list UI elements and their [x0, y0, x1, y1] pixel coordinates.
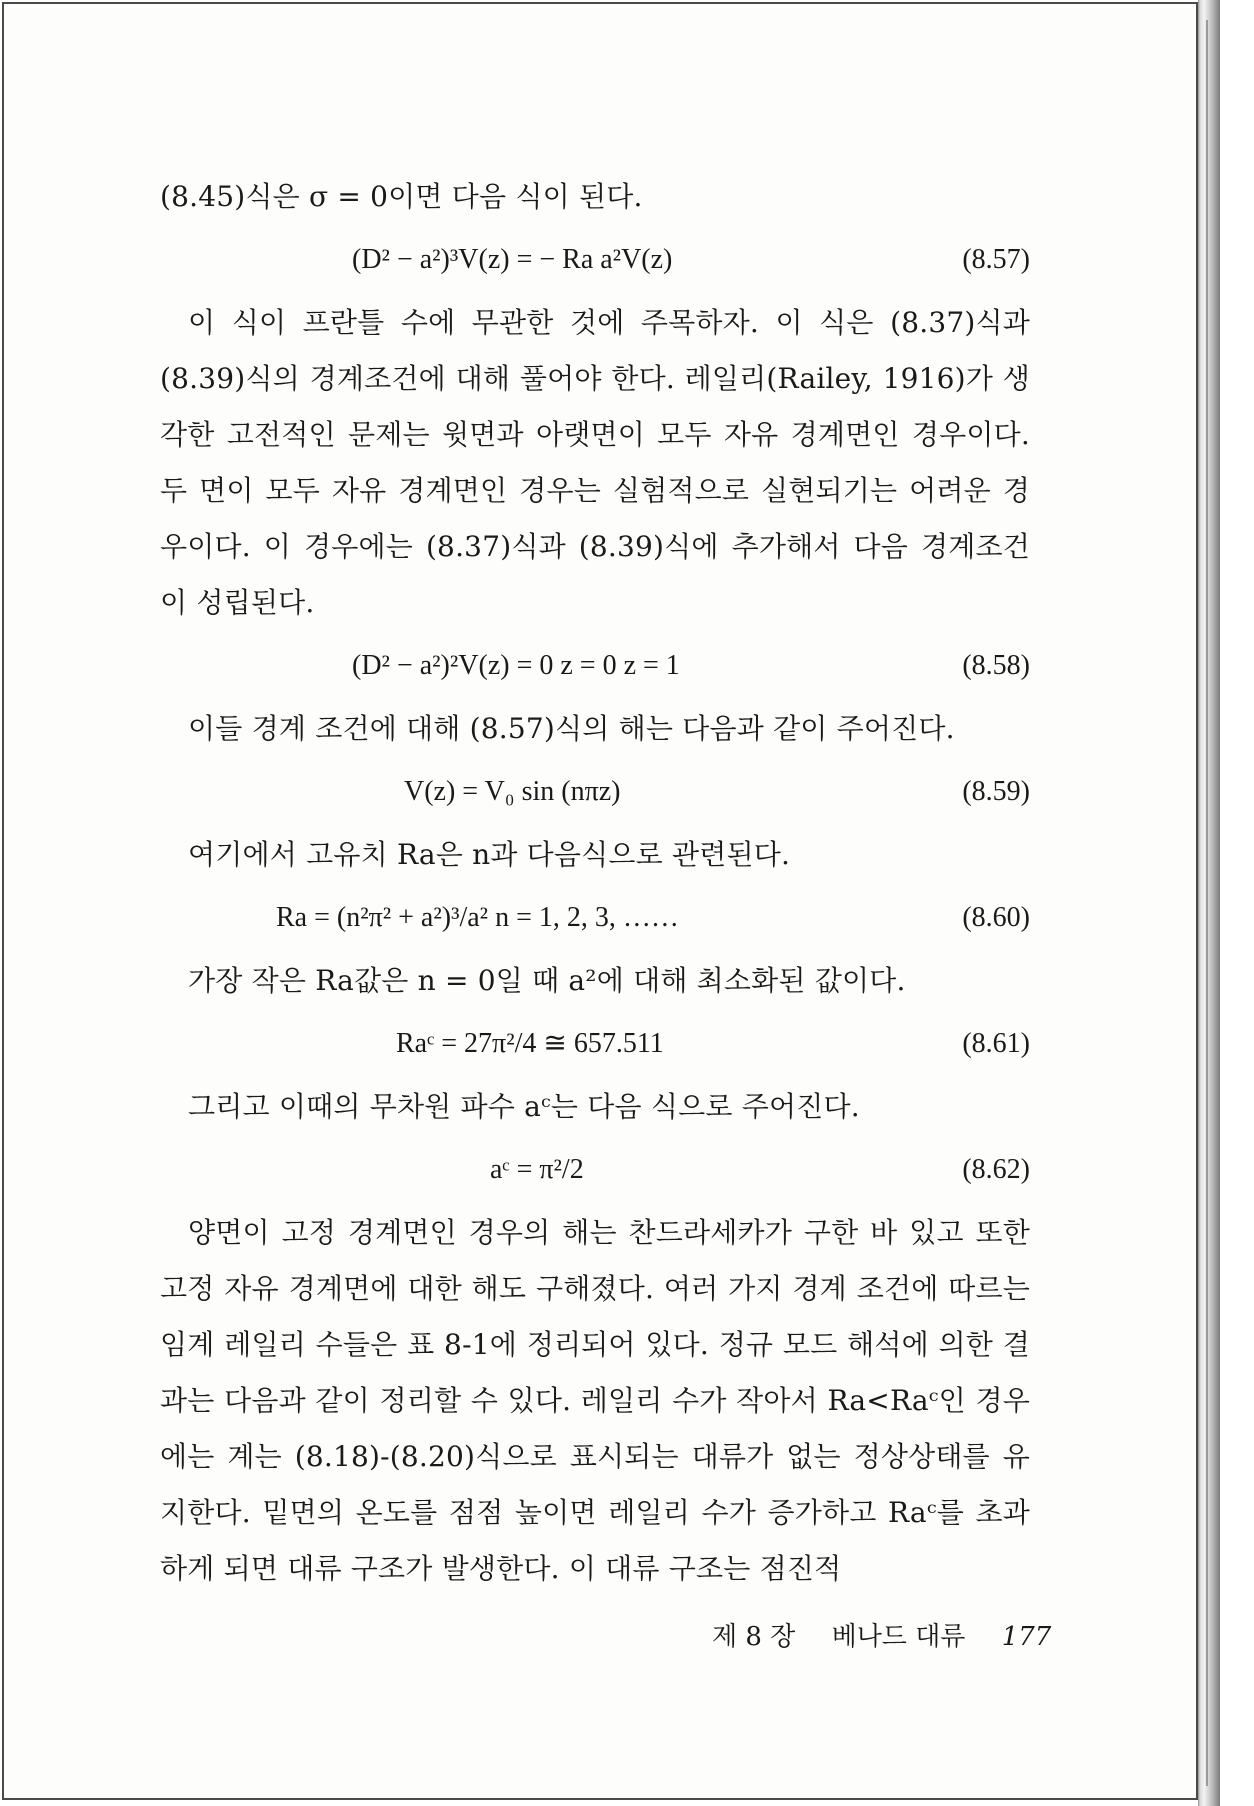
paragraph-minimum: 가장 작은 Ra값은 n = 0일 때 a²에 대해 최소화된 값이다.	[188, 964, 906, 997]
paragraph-boundary-conditions: 이 식이 프란틀 수에 무관한 것에 주목하자. 이 식은 (8.37)식과 (8.39)식의 경계조건에 대해 풀어야 한다. 레일리(Railey, 1916)가 생각한 고전적인 문제는 윗면과 아랫면이 모두 자유 경계면인 경우이다. 두 면이 모두 자유 경계면인 경우는 실험적으로 실현되기는 어려운 경우이다. 이 경우에는 (8.37)식과 (8.39)식에 추가해서 다음 경계조건이 성립된다.	[160, 306, 1030, 619]
paragraph-conclusion: 양면이 고정 경계면인 경우의 해는 찬드라세카가 구한 바 있고 또한 고정 자유 경계면에 대한 해도 구해졌다. 여러 가지 경계 조건에 따르는 임계 레일리 수들은 표 8-1에 정리되어 있다. 정규 모드 해석에 의한 결과는 다음과 같이 정리할 수 있다. 레일리 수가 작아서 Ra<Raᶜ인 경우에는 계는 (8.18)-(8.20)식으로 표시되는 대류가 없는 정상상태를 유지한다. 밑면의 온도를 점점 높이면 레일리 수가 증가하고 Raᶜ를 초과하게 되면 대류 구조가 발생한다. 이 대류 구조는 점진적	[160, 1216, 1030, 1585]
equation-number: (8.58)	[962, 650, 1030, 681]
equation-expression: aᶜ = π²/2	[490, 1154, 584, 1185]
equation-8-60	[160, 883, 1030, 953]
paragraph-solution: 이들 경계 조건에 대해 (8.57)식의 해는 다음과 같이 주어진다.	[188, 712, 955, 745]
equation-8-58	[160, 631, 1030, 701]
equation-number: (8.60)	[962, 902, 1030, 933]
equation-expression: Raᶜ = 27π²/4 ≅ 657.511	[396, 1028, 664, 1059]
paragraph-intro: (8.45)식은 σ = 0이면 다음 식이 된다.	[160, 180, 643, 213]
page-content	[160, 169, 1030, 1597]
equation-number: (8.61)	[962, 1028, 1030, 1059]
equation-expression: (D² − a²)²V(z) = 0 z = 0 z = 1	[352, 650, 680, 681]
equation-expression: Ra = (n²π² + a²)³/a² n = 1, 2, 3, ……	[276, 902, 679, 933]
chapter-title: 베나드 대류	[831, 1622, 966, 1652]
chapter-label: 제 8 장	[712, 1622, 796, 1652]
equation-expression: (D² − a²)³V(z) = − Ra a²V(z)	[352, 244, 673, 275]
equation-8-62	[160, 1135, 1030, 1205]
equation-expression: V(z) = V₀ sin (nπz)	[404, 776, 621, 807]
page-number: 177	[1001, 1622, 1052, 1652]
paragraph-eigenvalue: 여기에서 고유치 Ra은 n과 다음식으로 관련된다.	[188, 838, 791, 871]
equation-number: (8.59)	[962, 776, 1030, 807]
equation-8-59	[160, 757, 1030, 827]
book-page	[2, 2, 1198, 1800]
equation-8-61	[160, 1009, 1030, 1079]
equation-number: (8.57)	[962, 244, 1030, 275]
page-footer	[712, 1616, 1051, 1653]
page-stack-edge	[1198, 0, 1220, 1806]
equation-8-57	[160, 225, 1030, 295]
page-edge-line	[1206, 20, 1208, 1786]
paragraph-wavenumber: 그리고 이때의 무차원 파수 aᶜ는 다음 식으로 주어진다.	[188, 1090, 860, 1123]
equation-number: (8.62)	[962, 1154, 1030, 1185]
